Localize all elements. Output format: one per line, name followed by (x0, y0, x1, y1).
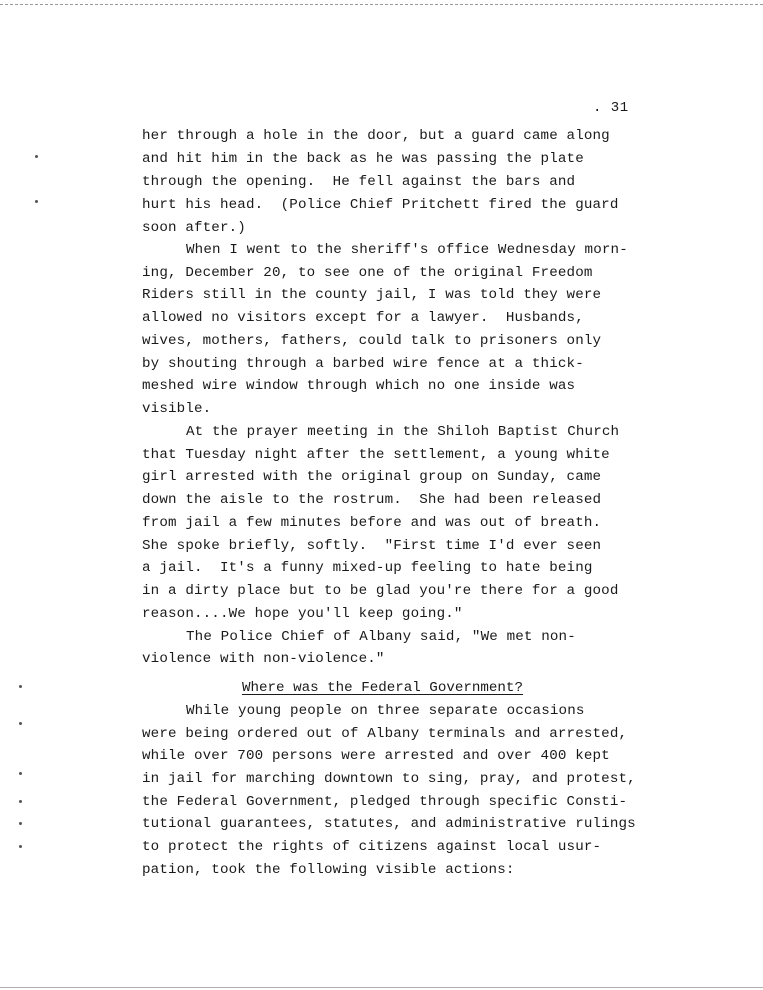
text-line: that Tuesday night after the settlement, a young white (142, 447, 610, 463)
margin-speck (19, 772, 22, 775)
text-line: allowed no visitors except for a lawyer. Husbands, (142, 310, 584, 326)
text-line: violence with non-violence." (142, 651, 385, 667)
text-line: by shouting through a barbed wire fence at a thick- (142, 356, 584, 372)
text-line: soon after.) (142, 220, 246, 236)
margin-speck (19, 845, 22, 848)
text-line: from jail a few minutes before and was out of breath. (142, 515, 602, 531)
text-line: ing, December 20, to see one of the original Freedom (142, 265, 593, 281)
text-line: wives, mothers, fathers, could talk to prisoners only (142, 333, 602, 349)
bottom-edge-rule (0, 987, 763, 988)
text-line: her through a hole in the door, but a guard came along (142, 128, 610, 144)
text-line: tutional guarantees, statutes, and administrative rulings (142, 816, 636, 832)
text-line: a jail. It's a funny mixed-up feeling to hate being (142, 560, 593, 576)
margin-speck (35, 200, 38, 203)
text-line: girl arrested with the original group on Sunday, came (142, 469, 602, 485)
margin-speck (19, 685, 22, 688)
text-line: the Federal Government, pledged through specific Consti- (142, 794, 628, 810)
text-line: while over 700 persons were arrested and over 400 kept (142, 748, 610, 764)
margin-speck (19, 822, 22, 825)
text-line: in a dirty place but to be glad you're there for a good (142, 583, 619, 599)
top-edge-rule (0, 4, 763, 5)
text-line: and hit him in the back as he was passing the plate (142, 151, 584, 167)
text-line: meshed wire window through which no one inside was (142, 378, 576, 394)
text-line: to protect the rights of citizens against local usur- (142, 839, 602, 855)
text-line: down the aisle to the rostrum. She had been released (142, 492, 602, 508)
text-line: While young people on three separate occasions (186, 703, 585, 719)
text-line: Riders still in the county jail, I was told they were (142, 287, 602, 303)
text-line: When I went to the sheriff's office Wednesday morn- (186, 242, 628, 258)
margin-speck (35, 155, 38, 158)
text-line: hurt his head. (Police Chief Pritchett fired the guard (142, 197, 619, 213)
text-line: At the prayer meeting in the Shiloh Baptist Church (186, 424, 620, 440)
text-line: were being ordered out of Albany terminals and arrested, (142, 726, 628, 742)
text-line: reason....We hope you'll keep going." (142, 606, 463, 622)
margin-speck (19, 722, 22, 725)
text-line: The Police Chief of Albany said, "We met non- (186, 629, 576, 645)
text-line: pation, took the following visible actions: (142, 862, 515, 878)
text-line: through the opening. He fell against the bars and (142, 174, 576, 190)
text-line: visible. (142, 401, 212, 417)
page-number: . 31 (593, 100, 629, 116)
text-line: in jail for marching downtown to sing, pray, and protest, (142, 771, 636, 787)
section-heading: Where was the Federal Government? (242, 680, 523, 696)
margin-speck (19, 800, 22, 803)
text-line: She spoke briefly, softly. "First time I'd ever seen (142, 538, 602, 554)
